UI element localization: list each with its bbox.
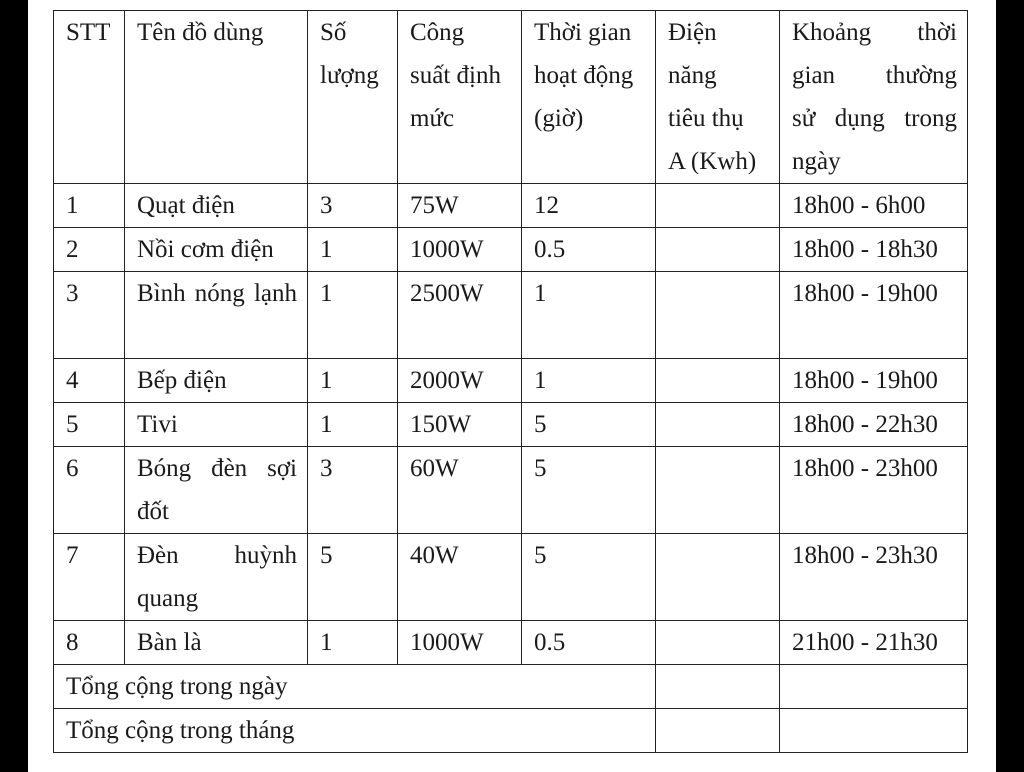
table-row [54, 621, 968, 665]
header-energy-line: năng [668, 62, 717, 89]
cell-qty: 3 [308, 447, 398, 534]
cell-power: 150W [398, 403, 522, 447]
cell-hours: 0.5 [522, 228, 656, 272]
header-hours-line: Thời gian [534, 19, 632, 46]
table-row [54, 359, 968, 403]
cell-stt: 1 [54, 184, 125, 228]
cell-name: Bóng đèn sợi đốt [125, 447, 308, 534]
header-row [54, 11, 968, 184]
cell-energy [656, 359, 780, 403]
header-energy-line: Điện [668, 19, 717, 46]
cell-period: 18h00 - 19h00 [780, 272, 968, 359]
cell-hours: 1 [522, 359, 656, 403]
header-hours-line: hoạt động [534, 62, 634, 89]
cell-hours: 0.5 [522, 621, 656, 665]
cell-hours: 12 [522, 184, 656, 228]
table-row [54, 184, 968, 228]
total-day-period [780, 665, 968, 709]
cell-power: 60W [398, 447, 522, 534]
cell-name: Nồi cơm điện [125, 228, 308, 272]
cell-stt: 2 [54, 228, 125, 272]
appliance-energy-table [53, 10, 968, 753]
cell-energy [656, 272, 780, 359]
cell-power: 75W [398, 184, 522, 228]
table-row [54, 447, 968, 534]
cell-qty: 1 [308, 403, 398, 447]
cell-energy [656, 228, 780, 272]
header-hours-line: (giờ) [534, 105, 584, 132]
total-month-row [54, 709, 968, 753]
cell-power: 1000W [398, 228, 522, 272]
cell-energy [656, 403, 780, 447]
cell-qty: 3 [308, 184, 398, 228]
cell-period: 18h00 - 18h30 [780, 228, 968, 272]
cell-power: 2500W [398, 272, 522, 359]
cell-energy [656, 534, 780, 621]
cell-qty: 1 [308, 359, 398, 403]
header-qty-line: lượng [320, 62, 379, 89]
cell-qty: 1 [308, 272, 398, 359]
cell-qty: 1 [308, 621, 398, 665]
header-power-line: mức [410, 105, 455, 132]
header-energy-line: tiêu thụ [668, 105, 744, 132]
total-month-period [780, 709, 968, 753]
total-month-energy [656, 709, 780, 753]
cell-hours: 5 [522, 403, 656, 447]
cell-energy [656, 447, 780, 534]
header-period [780, 11, 968, 184]
cell-name: Bếp điện [125, 359, 308, 403]
table-row [54, 534, 968, 621]
cell-period: 21h00 - 21h30 [780, 621, 968, 665]
total-day-row [54, 665, 968, 709]
header-period-line: gian thường [792, 62, 957, 89]
cell-period: 18h00 - 6h00 [780, 184, 968, 228]
table-row [54, 228, 968, 272]
cell-hours: 1 [522, 272, 656, 359]
header-period-line: sử dụng trong [792, 105, 957, 132]
cell-name: Bàn là [125, 621, 308, 665]
cell-hours: 5 [522, 534, 656, 621]
cell-power: 40W [398, 534, 522, 621]
total-day-label: Tổng cộng trong ngày [54, 665, 656, 709]
header-qty [308, 11, 398, 184]
cell-period: 18h00 - 23h30 [780, 534, 968, 621]
cell-energy [656, 184, 780, 228]
cell-name: Đèn huỳnh quang [125, 534, 308, 621]
header-power [398, 11, 522, 184]
header-qty-line: Số [320, 19, 347, 46]
header-stt: STT [54, 11, 125, 184]
cell-hours: 5 [522, 447, 656, 534]
cell-period: 18h00 - 19h00 [780, 359, 968, 403]
cell-name: Bình nóng lạnh [125, 272, 308, 359]
cell-energy [656, 621, 780, 665]
cell-name: Tivi [125, 403, 308, 447]
cell-stt: 6 [54, 447, 125, 534]
header-hours [522, 11, 656, 184]
cell-name: Quạt điện [125, 184, 308, 228]
header-power-line: suất định [410, 62, 501, 89]
cell-stt: 4 [54, 359, 125, 403]
total-day-energy [656, 665, 780, 709]
cell-power: 2000W [398, 359, 522, 403]
cell-stt: 7 [54, 534, 125, 621]
cell-qty: 5 [308, 534, 398, 621]
header-period-line: ngày [792, 148, 841, 175]
header-energy-line: A (Kwh) [668, 148, 757, 175]
document-page [28, 0, 996, 772]
cell-period: 18h00 - 22h30 [780, 403, 968, 447]
cell-stt: 5 [54, 403, 125, 447]
table-row [54, 272, 968, 359]
cell-power: 1000W [398, 621, 522, 665]
cell-qty: 1 [308, 228, 398, 272]
cell-stt: 3 [54, 272, 125, 359]
cell-stt: 8 [54, 621, 125, 665]
header-name: Tên đồ dùng [125, 11, 308, 184]
header-energy [656, 11, 780, 184]
header-power-line: Công [410, 19, 465, 46]
total-month-label: Tổng cộng trong tháng [54, 709, 656, 753]
header-period-line: Khoảng thời [792, 19, 957, 46]
table-row [54, 403, 968, 447]
cell-period: 18h00 - 23h00 [780, 447, 968, 534]
